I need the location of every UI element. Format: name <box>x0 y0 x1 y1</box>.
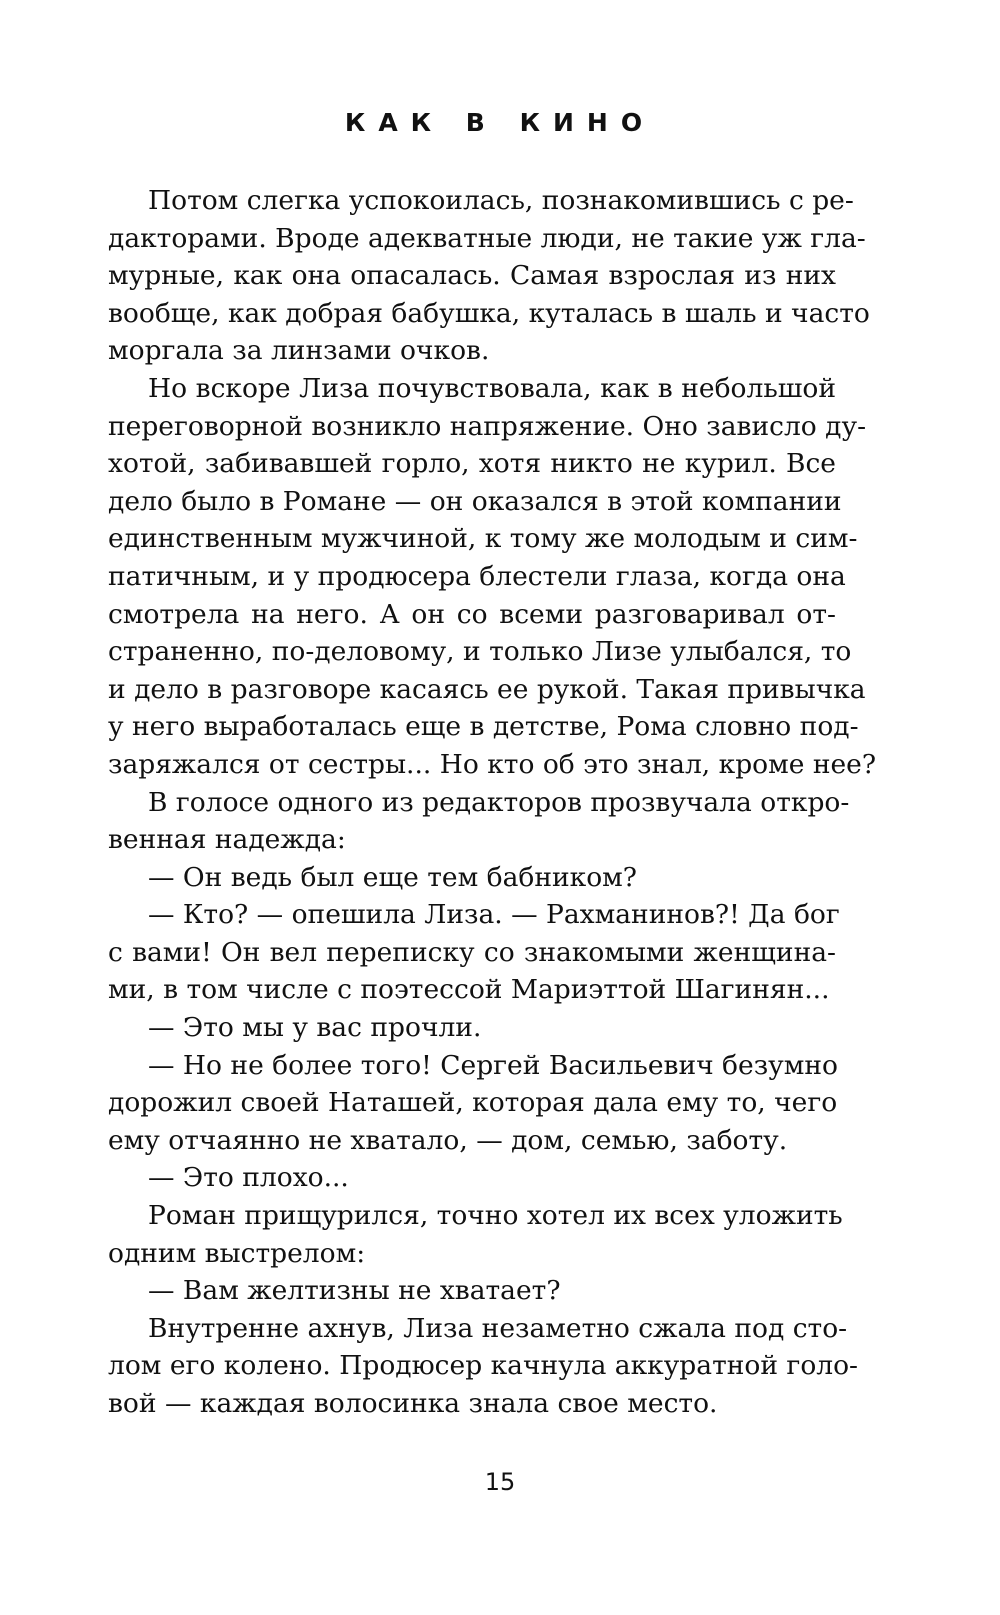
text-line: моргала за линзами очков. <box>108 335 490 367</box>
text-line: страненно, по-деловому, и только Лизе улыбался, то <box>108 636 852 668</box>
text-line: Потом слегка успокоилась, познакомившись с ре- <box>148 185 854 216</box>
text-line: Роман прищурился, точно хотел их всех уложить <box>148 1200 843 1232</box>
text-line: вообще, как добрая бабушка, куталась в шаль и часто <box>108 297 870 329</box>
text-line: лом его колено. Продюсер качнула аккуратной голо- <box>108 1350 859 1382</box>
text-line: — Но не более того! Сергей Васильевич безумно <box>148 1049 838 1081</box>
text-line: заряжался от сестры... Но кто об это знал, кроме нее? <box>108 748 877 780</box>
body-text <box>108 182 877 1423</box>
text-line: ми, в том числе с поэтессой Мариэттой Шагинян... <box>108 974 830 1006</box>
text-line: смотрела на него. А он со всеми разговаривал от- <box>108 598 836 630</box>
text-line: дорожил своей Наташей, которая дала ему то, чего <box>108 1087 838 1119</box>
text-line: ему отчаянно не хватало, — дом, семью, заботу. <box>108 1124 788 1156</box>
text-line: Внутренне ахнув, Лиза незаметно сжала под сто- <box>148 1312 848 1344</box>
text-line: мурные, как она опасалась. Самая взрослая из них <box>108 260 836 292</box>
text-line: Но вскоре Лиза почувствовала, как в небольшой <box>148 372 836 404</box>
text-line: хотой, забивавшей горло, хотя никто не курил. Все <box>108 448 836 480</box>
text-line: — Это мы у вас прочли. <box>148 1012 482 1044</box>
text-line: патичным, и у продюсера блестели глаза, когда она <box>108 560 846 592</box>
text-line: дело было в Романе — он оказался в этой компании <box>108 485 842 517</box>
text-line: — Он ведь был еще тем бабником? <box>148 861 637 893</box>
text-line: переговорной возникло напряжение. Оно зависло ду- <box>108 410 867 442</box>
text-line: венная надежда: <box>108 824 346 856</box>
text-line: — Кто? — опешила Лиза. — Рахманинов?! Да бог <box>148 899 840 931</box>
text-line: В голосе одного из редакторов прозвучала откро- <box>148 786 850 818</box>
text-line: у него выработалась еще в детстве, Рома словно под- <box>108 711 859 743</box>
text-line: — Вам желтизны не хватает? <box>148 1275 561 1307</box>
text-line: одним выстрелом: <box>108 1237 366 1269</box>
text-line: дакторами. Вроде адекватные люди, не такие уж гла- <box>108 222 866 254</box>
text-line: вой — каждая волосинка знала свое место. <box>108 1388 718 1419</box>
text-line: единственным мужчиной, к тому же молодым и сим- <box>108 523 858 555</box>
text-line: — Это плохо... <box>148 1162 349 1194</box>
page-number: 15 <box>484 1468 516 1496</box>
text-line: с вами! Он вел переписку со знакомыми женщина- <box>108 936 836 968</box>
running-title: КАК В КИНО <box>344 108 656 137</box>
text-line: и дело в разговоре касаясь ее рукой. Такая привычка <box>108 673 866 705</box>
